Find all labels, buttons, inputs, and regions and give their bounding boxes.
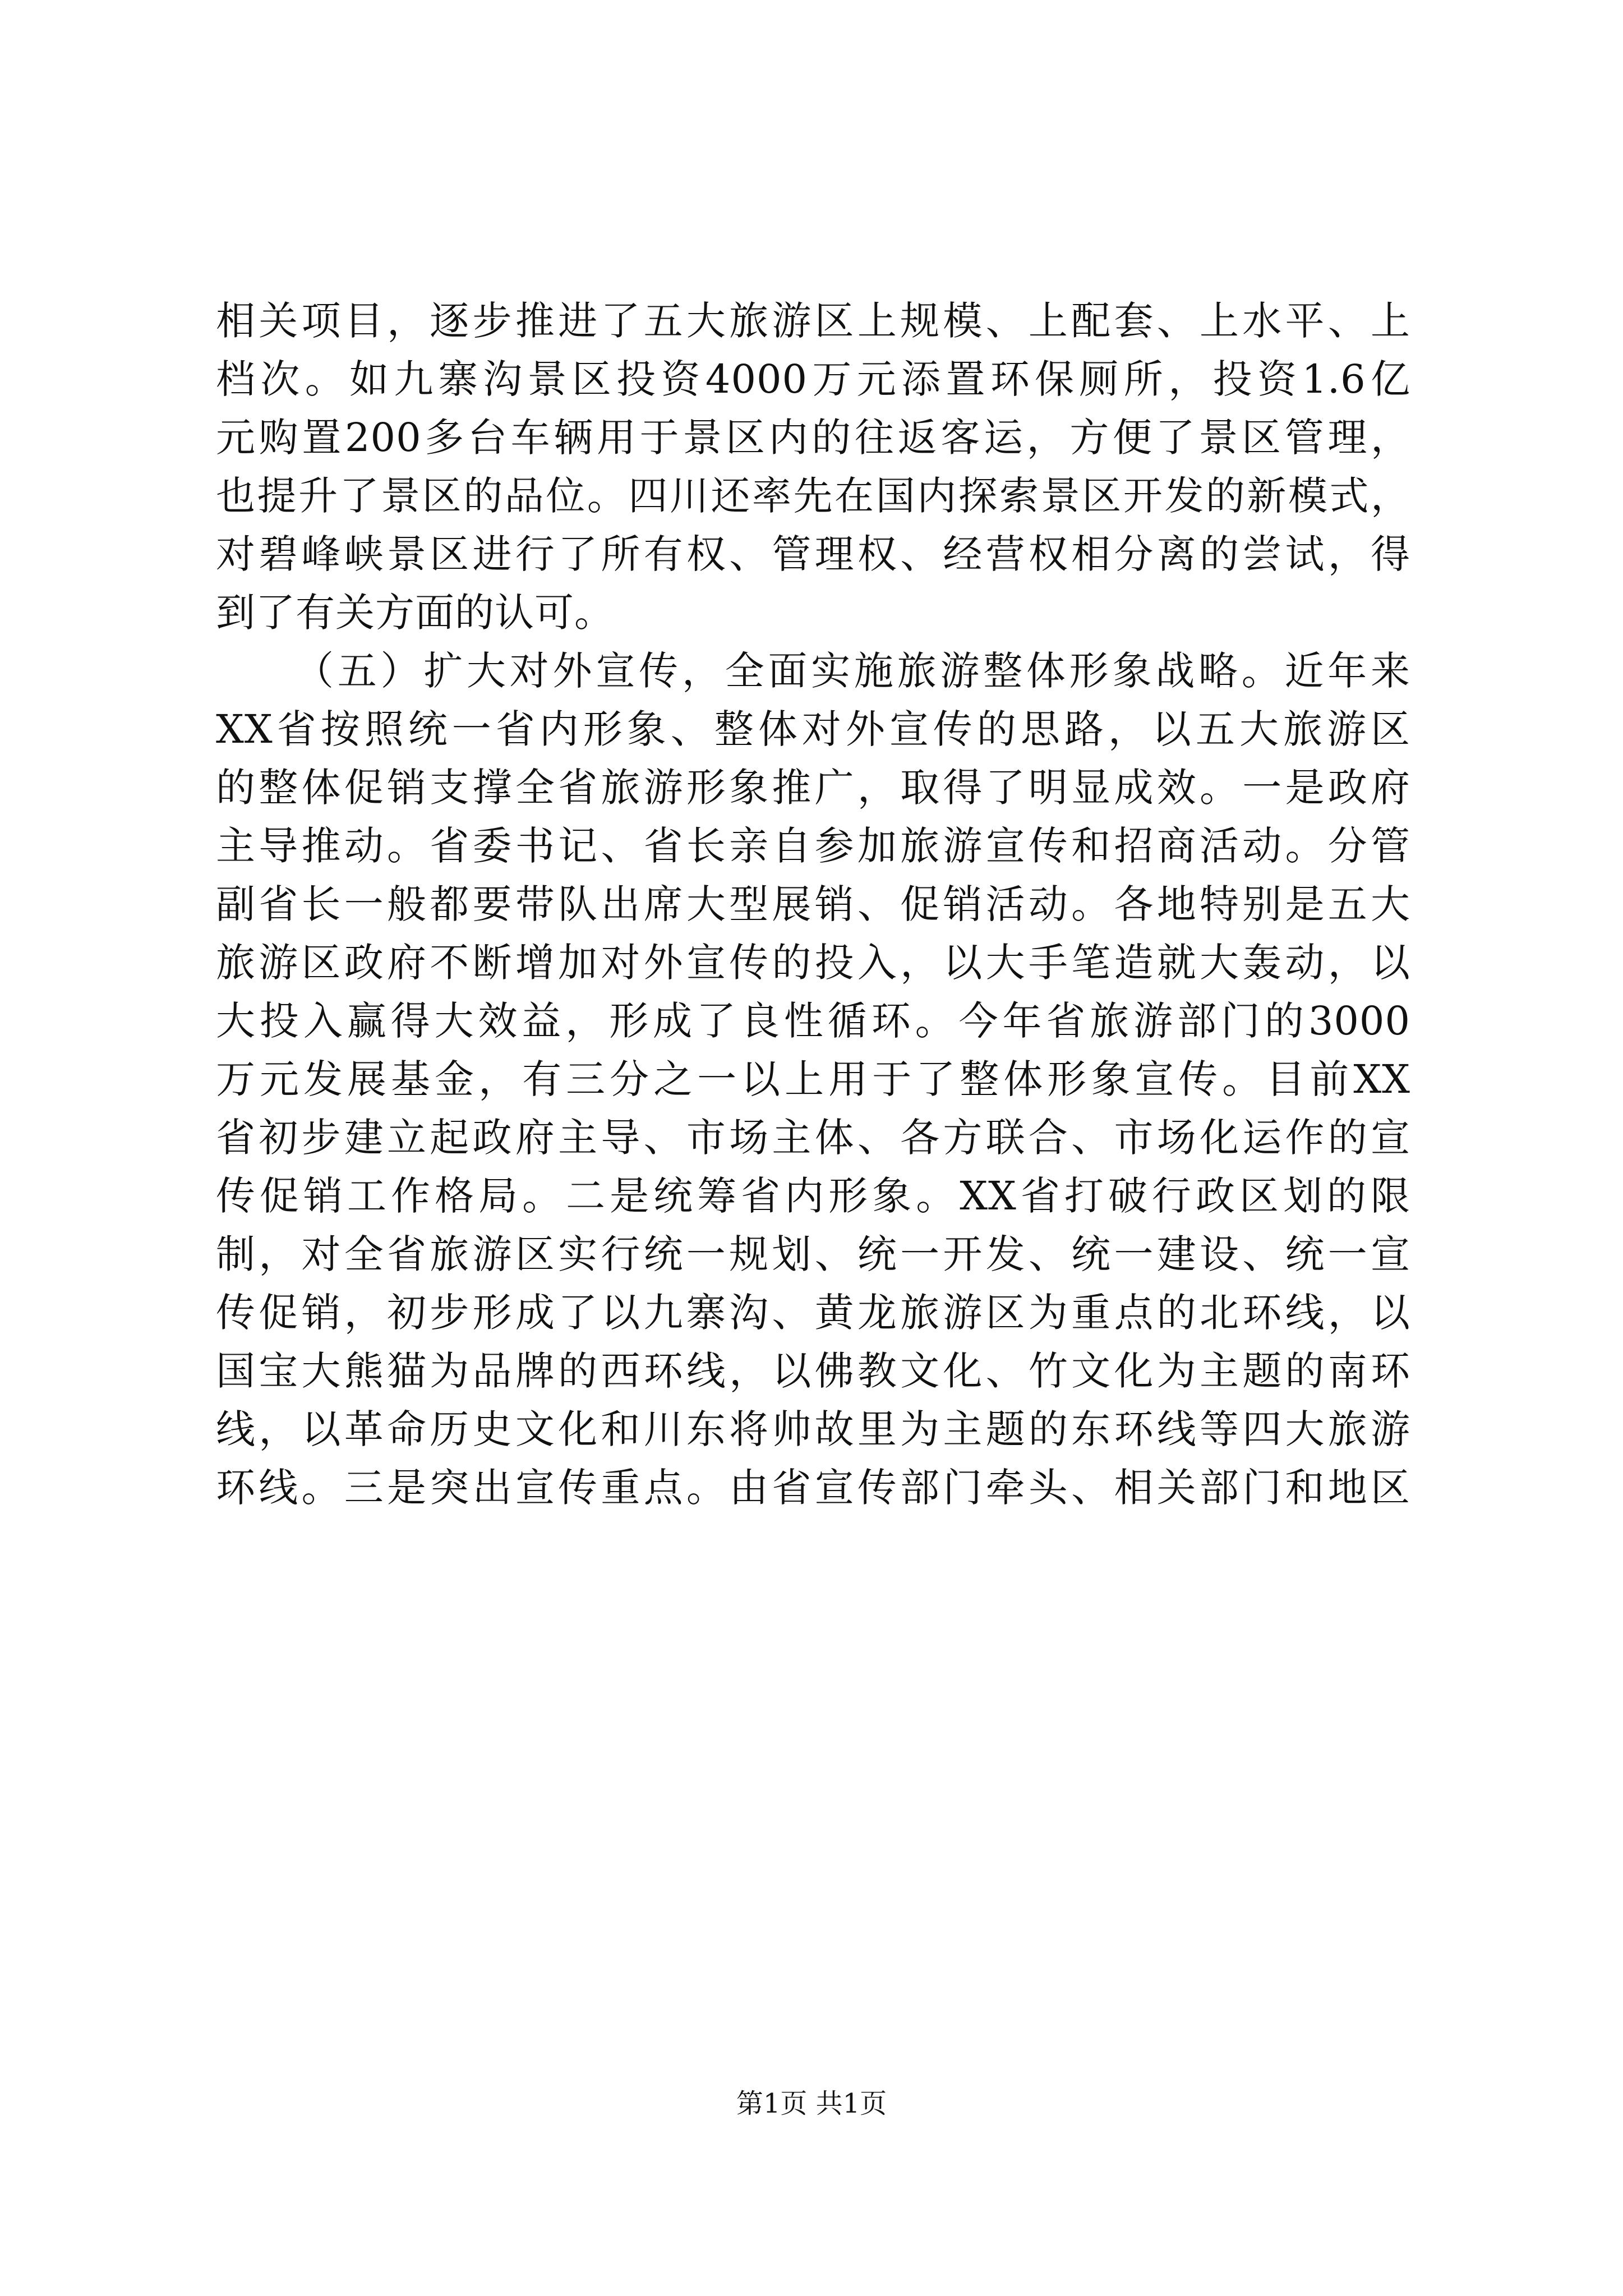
text-line: 元购置200多台车辆用于景区内的往返客运，方便了景区管理， — [216, 415, 1410, 461]
text-line: （五）扩大对外宣传，全面实施旅游整体形象战略。近年来 — [294, 648, 1410, 694]
text-line: 的整体促销支撑全省旅游形象推广，取得了明显成效。一是政府 — [216, 765, 1410, 811]
text-line: 线，以革命历史文化和川东将帅故里为主题的东环线等四大旅游 — [216, 1406, 1410, 1452]
text-line: 大投入赢得大效益，形成了良性循环。今年省旅游部门的3000 — [216, 998, 1410, 1044]
text-line: 主导推动。省委书记、省长亲自参加旅游宣传和招商活动。分管 — [216, 823, 1410, 869]
text-line: 万元发展基金，有三分之一以上用于了整体形象宣传。目前XX — [216, 1056, 1410, 1102]
text-line: 旅游区政府不断增加对外宣传的投入，以大手笔造就大轰动，以 — [216, 940, 1410, 986]
text-line: 副省长一般都要带队出席大型展销、促销活动。各地特别是五大 — [216, 881, 1410, 927]
text-line: XX省按照统一省内形象、整体对外宣传的思路，以五大旅游区 — [216, 706, 1410, 752]
text-line: 传促销，初步形成了以九寨沟、黄龙旅游区为重点的北环线，以 — [216, 1290, 1410, 1336]
document-body — [216, 292, 1410, 1517]
text-line: 档次。如九寨沟景区投资4000万元添置环保厕所，投资1.6亿 — [216, 356, 1410, 402]
text-line: 省初步建立起政府主导、市场主体、各方联合、市场化运作的宣 — [216, 1115, 1410, 1161]
text-line: 传促销工作格局。二是统筹省内形象。XX省打破行政区划的限 — [216, 1173, 1410, 1219]
text-line: 到了有关方面的认可。 — [216, 590, 614, 636]
text-line: 国宝大熊猫为品牌的西环线，以佛教文化、竹文化为主题的南环 — [216, 1348, 1410, 1394]
page-number-footer: 第1页 共1页 — [736, 2088, 887, 2119]
text-line: 对碧峰峡景区进行了所有权、管理权、经营权相分离的尝试，得 — [216, 531, 1410, 577]
text-line: 相关项目，逐步推进了五大旅游区上规模、上配套、上水平、上 — [216, 298, 1410, 344]
text-line: 也提升了景区的品位。四川还率先在国内探索景区开发的新模式， — [216, 473, 1410, 519]
text-line: 环线。三是突出宣传重点。由省宣传部门牵头、相关部门和地区 — [216, 1465, 1410, 1511]
text-line: 制，对全省旅游区实行统一规划、统一开发、统一建设、统一宣 — [216, 1231, 1410, 1277]
